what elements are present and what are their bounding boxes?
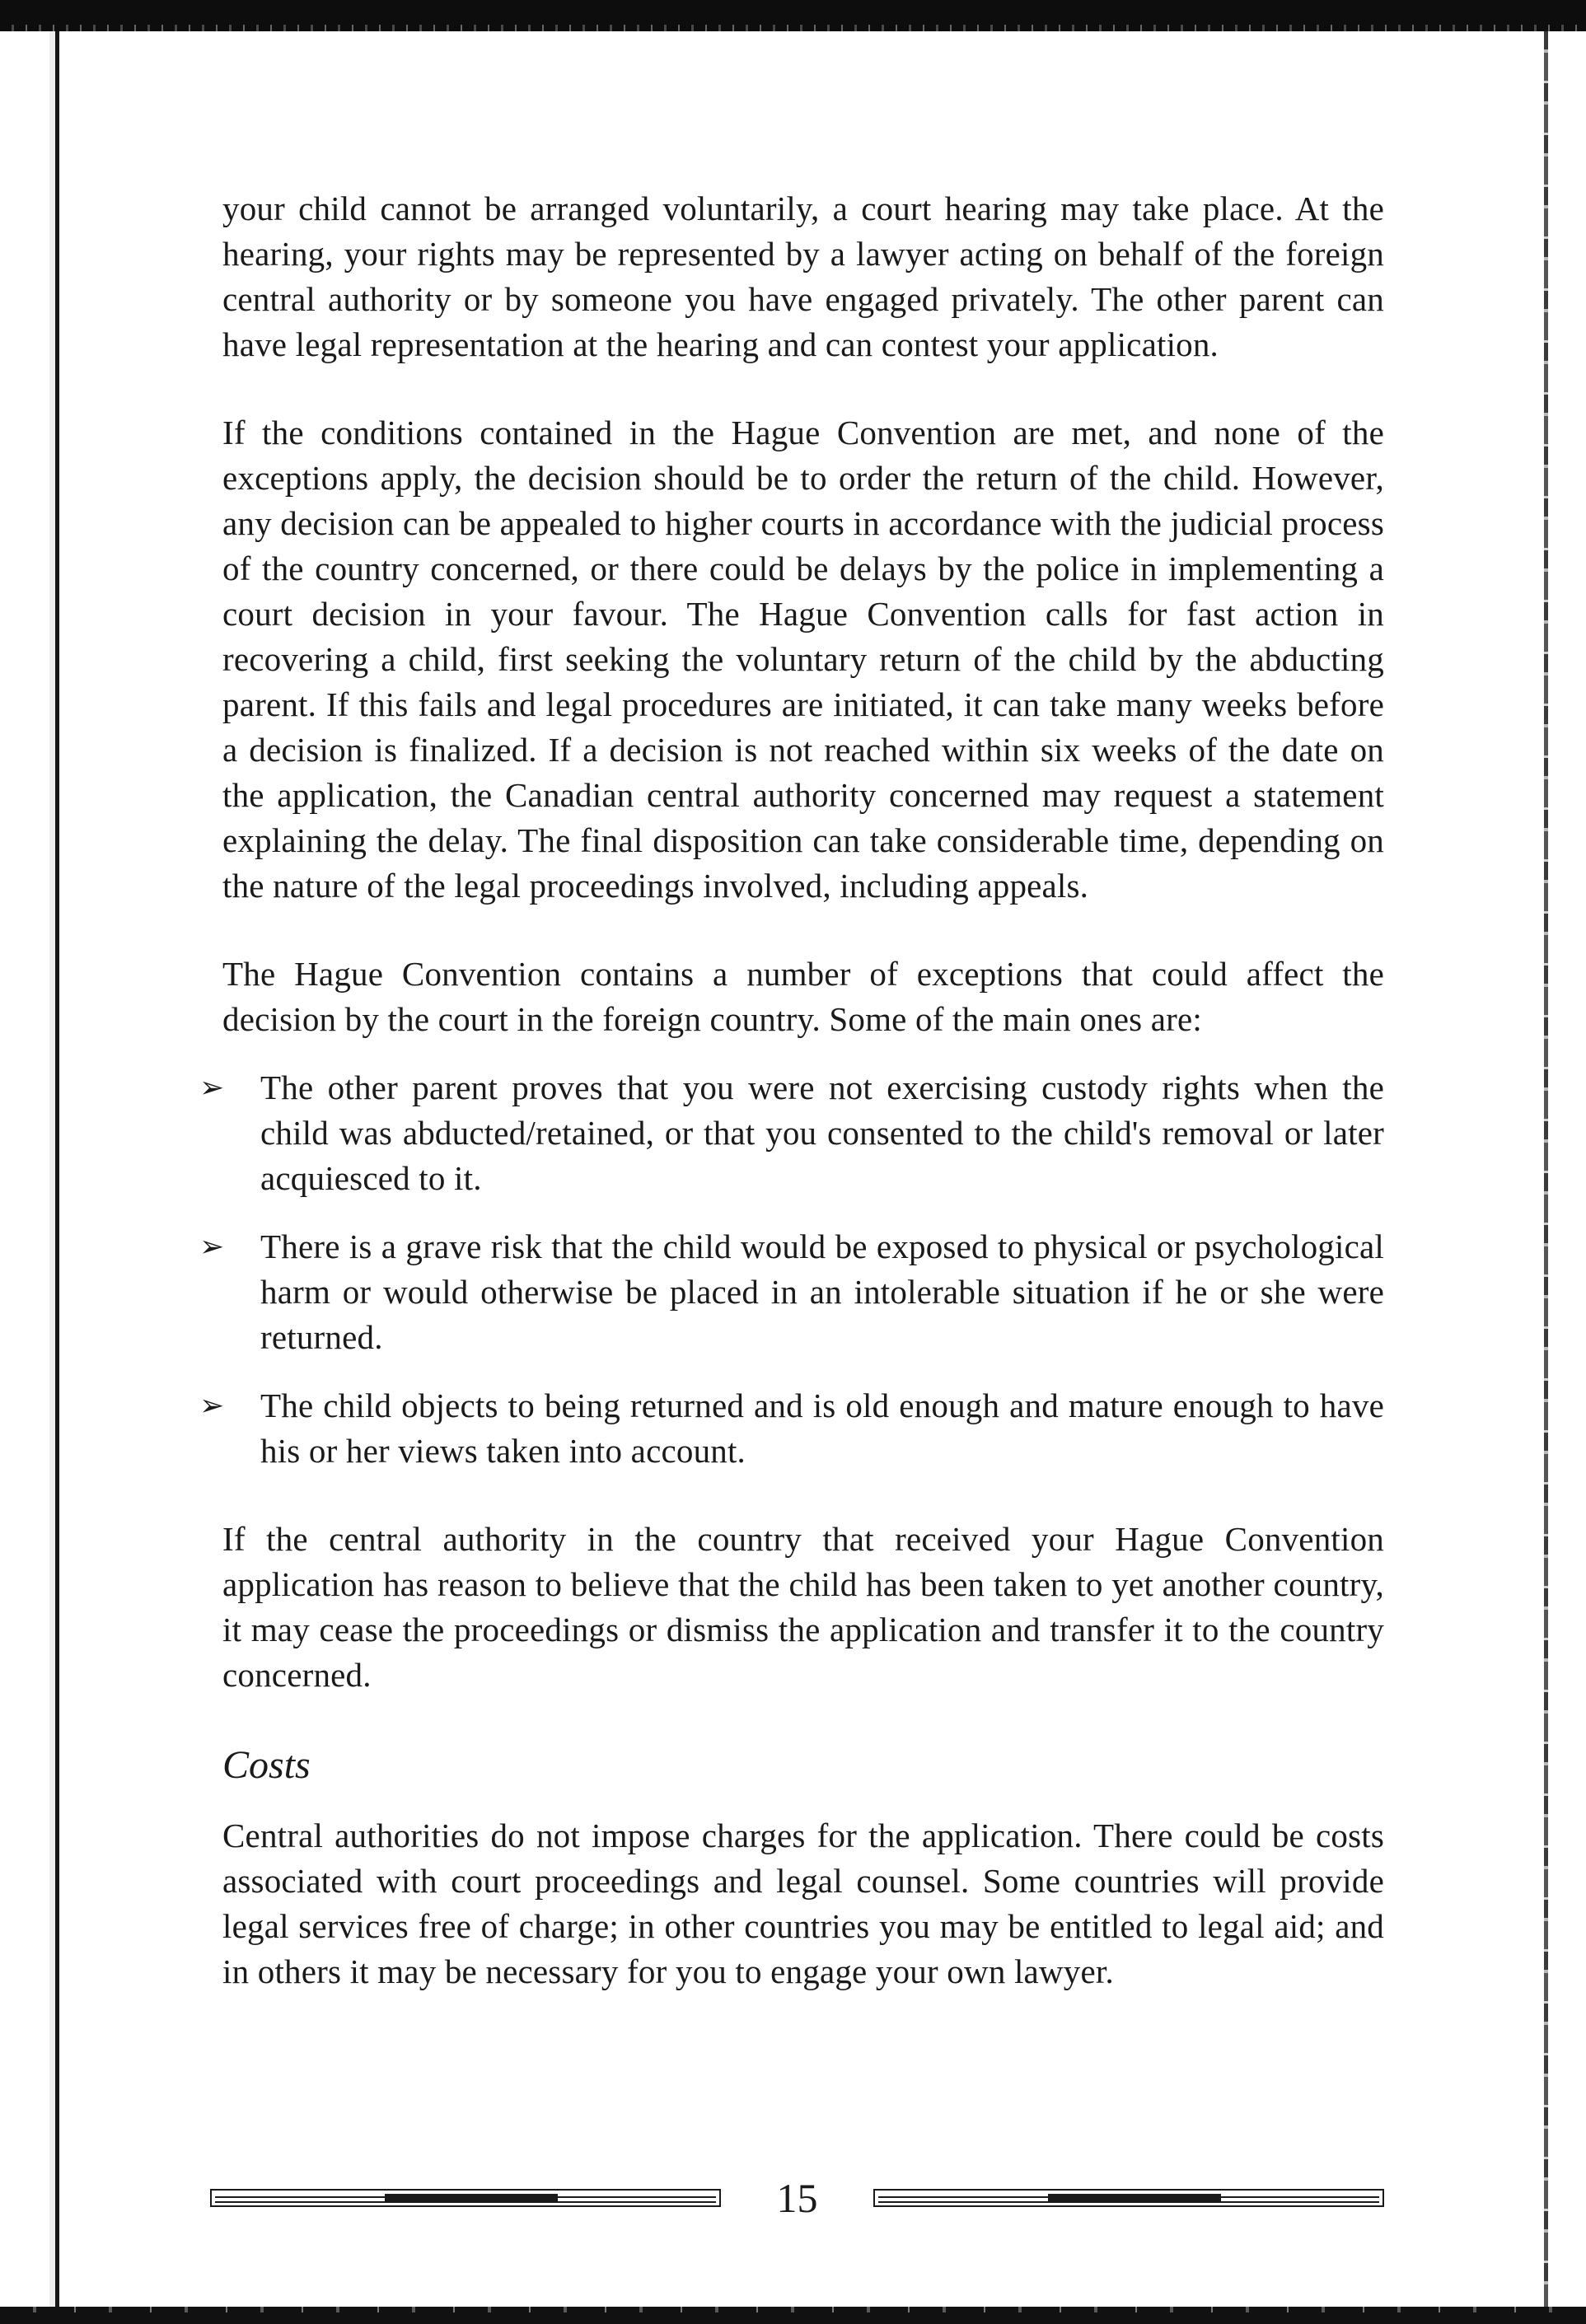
paragraph-transfer: If the central authority in the country that received your Hague Convention application has reason to believe that the child has been taken to yet another country, it may cease the proceedings or dismiss the application and transfer it to the country concerned. — [222, 1520, 1384, 1694]
list-item — [199, 1383, 1384, 1474]
scan-top-edge — [0, 0, 1586, 31]
section-heading-costs: Costs — [222, 1743, 311, 1787]
paragraph-costs: Central authorities do not impose charges for the application. There could be costs associated with court proceedings and legal counsel. Some countries will provide legal services free of charge; in other countries you may be entitled to legal aid; and in others it may be necessary for you to engage your own lawyer. — [222, 1817, 1384, 1990]
page-number: 15 — [776, 2175, 818, 2221]
scan-bottom-edge — [0, 2307, 1586, 2324]
paragraph-conditions: If the conditions contained in the Hague Convention are met, and none of the exceptions apply, the decision should be to order the return of the child. However, any decision can be appealed to higher courts in accordance with the judicial process of the country concerned, or there could be delays by the police in implementing a court decision in your favour. The Hague Convention calls for fast action in recovering a child, first seeking the voluntary return of the child by the abducting parent. If this fails and legal procedures are initiated, it can take many weeks before a decision is finalized. If a decision is not reached within six weeks of the date on the application, the Canadian central authority concerned may request a statement explaining the delay. The final disposition can take considerable time, depending on the nature of the legal proceedings involved, including appeals. — [222, 414, 1384, 905]
scan-left-edge — [0, 31, 59, 2313]
footer-rule-left — [210, 2189, 721, 2207]
page-footer — [210, 2175, 1384, 2221]
arrowhead-bullet-icon: ➢ — [199, 1389, 225, 1423]
paragraph-hearing: your child cannot be arranged voluntarily, a court hearing may take place. At the hearing, your rights may be represented by a lawyer acting on behalf of the foreign central authority or by someone you have engaged privately. The other parent can have legal representation at the hearing and can contest your application. — [222, 189, 1384, 363]
list-item-text: There is a grave risk that the child would be exposed to physical or psychological harm or would otherwise be placed in an intolerable situation if he or she were returned. — [260, 1227, 1384, 1356]
arrowhead-bullet-icon: ➢ — [199, 1071, 225, 1105]
paragraph-exceptions-intro: The Hague Convention contains a number of exceptions that could affect the decision by the court in the foreign country. Some of the main ones are: — [222, 955, 1384, 1038]
footer-rule-right — [873, 2189, 1384, 2207]
page-body — [199, 186, 1384, 1994]
scan-right-edge — [1544, 31, 1548, 2313]
list-item — [199, 1224, 1384, 1360]
exceptions-list — [199, 1065, 1384, 1474]
arrowhead-bullet-icon: ➢ — [199, 1230, 225, 1264]
list-item — [199, 1065, 1384, 1201]
list-item-text: The other parent proves that you were not exercising custody rights when the child was abducted/retained, or that you consented to the child's removal or later acquiesced to it. — [260, 1068, 1384, 1197]
list-item-text: The child objects to being returned and is old enough and mature enough to have his or her views taken into account. — [260, 1386, 1384, 1470]
